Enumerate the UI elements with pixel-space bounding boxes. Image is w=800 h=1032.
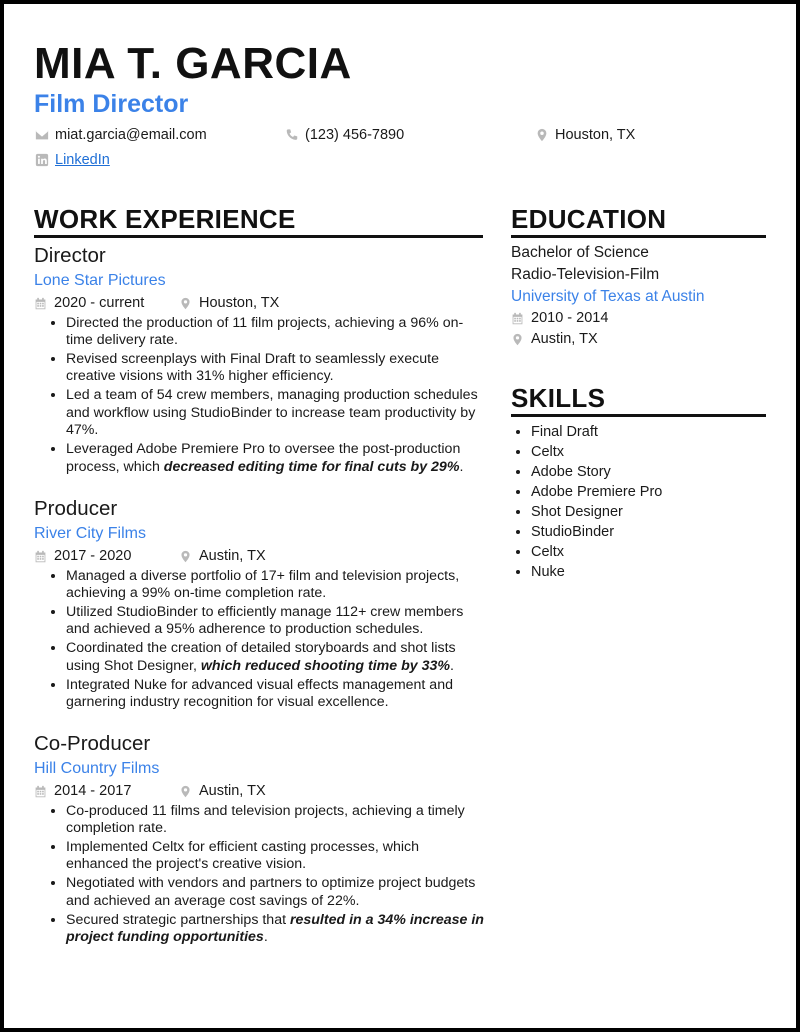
- skills-list: [511, 422, 771, 582]
- job-bullet: • Negotiated with vendors and partners to optimize project budgets and achieved an average cost savings of 22%.: [66, 875, 484, 910]
- linkedin-link[interactable]: LinkedIn: [55, 152, 110, 168]
- contact-linkedin: [35, 150, 110, 170]
- school: University of Texas at Austin: [511, 288, 705, 305]
- map-pin-icon: [511, 333, 524, 346]
- map-pin-icon: [179, 550, 192, 563]
- map-pin-icon: [179, 785, 192, 798]
- job-bullets: [34, 315, 484, 476]
- work-experience-heading: WORK EXPERIENCE: [34, 204, 296, 234]
- job-dates: [34, 293, 179, 313]
- job-dates: [34, 546, 179, 566]
- education-dates-text: 2010 - 2014: [531, 310, 609, 326]
- contact-location: [535, 125, 635, 145]
- map-pin-icon: [179, 297, 192, 310]
- calendar-icon: [34, 785, 47, 798]
- skill-item: • Final Draft: [531, 422, 771, 442]
- job-location: [179, 546, 266, 566]
- job-entry: [34, 731, 484, 947]
- job-bullet: • Co-produced 11 films and television projects, achieving a timely completion rate.: [66, 803, 484, 838]
- job-location: [179, 293, 279, 313]
- phone-icon: [285, 128, 299, 142]
- education-dates: [511, 308, 771, 328]
- job-bullets: [34, 803, 484, 947]
- education-location-text: Austin, TX: [531, 331, 598, 347]
- major: Radio-Television-Film: [511, 266, 660, 283]
- job-location-text: Austin, TX: [199, 783, 266, 799]
- job-company: Hill Country Films: [34, 760, 160, 777]
- linkedin-icon: [35, 153, 49, 167]
- resume-page: [4, 4, 796, 1028]
- job-bullet: • Leveraged Adobe Premiere Pro to oversee the post-production process, which decreased editing time for final cuts by 29%.: [66, 441, 484, 476]
- skill-item: • Nuke: [531, 562, 771, 582]
- skill-item: • Celtx: [531, 442, 771, 462]
- job-location-text: Austin, TX: [199, 548, 266, 564]
- job-dates-text: 2014 - 2017: [54, 783, 132, 799]
- job-bullet: • Directed the production of 11 film projects, achieving a 96% on-time delivery rate.: [66, 315, 484, 350]
- education-location: [511, 329, 771, 349]
- job-bullet: • Led a team of 54 crew members, managing production schedules and workflow using StudioBinder to increase team productivity by 47%.: [66, 387, 484, 439]
- job-entry: [34, 496, 484, 712]
- calendar-icon: [34, 297, 47, 310]
- job-meta: [34, 781, 484, 801]
- job-dates-text: 2020 - current: [54, 295, 145, 311]
- job-dates: [34, 781, 179, 801]
- job-role: Co-Producer: [34, 732, 151, 755]
- phone-text: (123) 456-7890: [305, 127, 405, 143]
- job-bullets: [34, 568, 484, 712]
- job-bullet: • Managed a diverse portfolio of 17+ film and television projects, achieving a 99% on-time completion rate.: [66, 568, 484, 603]
- education-heading: EDUCATION: [511, 204, 667, 234]
- email-text: miat.garcia@email.com: [55, 127, 207, 143]
- job-bullet: • Integrated Nuke for advanced visual effects management and garnering industry recognition for visual excellence.: [66, 677, 484, 712]
- map-pin-icon: [535, 128, 549, 142]
- calendar-icon: [511, 312, 524, 325]
- contact-email: [35, 125, 207, 145]
- work-experience-rule: [34, 235, 483, 238]
- job-bullet: • Secured strategic partnerships that resulted in a 34% increase in project funding opportunities.: [66, 912, 484, 947]
- candidate-name: MIA T. GARCIA: [34, 39, 352, 88]
- job-role: Producer: [34, 497, 118, 520]
- job-bullet: • Implemented Celtx for efficient casting processes, which enhanced the project's creative vision.: [66, 839, 484, 874]
- education-entry: [511, 242, 771, 349]
- calendar-icon: [34, 550, 47, 563]
- job-company: Lone Star Pictures: [34, 272, 166, 289]
- education-location-row: [511, 329, 598, 349]
- job-company: River City Films: [34, 525, 146, 542]
- skills-rule: [511, 414, 766, 417]
- job-role: Director: [34, 244, 106, 267]
- job-title: Film Director: [34, 90, 189, 118]
- skill-item: • Shot Designer: [531, 502, 771, 522]
- job-meta: [34, 546, 484, 566]
- contact-phone: [285, 125, 404, 145]
- skill-item: • Adobe Premiere Pro: [531, 482, 771, 502]
- skills-heading: SKILLS: [511, 383, 606, 413]
- education-dates-row: [511, 308, 608, 328]
- skill-item: • StudioBinder: [531, 522, 771, 542]
- job-bullet: • Coordinated the creation of detailed storyboards and shot lists using Shot Designer, which reduced shooting time by 33%.: [66, 640, 484, 675]
- job-bullet: • Revised screenplays with Final Draft to seamlessly execute creative visions with 31% higher efficiency.: [66, 351, 484, 386]
- education-rule: [511, 235, 766, 238]
- skill-item: • Celtx: [531, 542, 771, 562]
- job-location: [179, 781, 266, 801]
- job-location-text: Houston, TX: [199, 295, 280, 311]
- job-entry: [34, 243, 484, 476]
- location-text: Houston, TX: [555, 127, 636, 143]
- envelope-icon: [35, 128, 49, 142]
- skill-item: • Adobe Story: [531, 462, 771, 482]
- job-meta: [34, 293, 484, 313]
- job-bullet: • Utilized StudioBinder to efficiently manage 112+ crew members and achieved a 95% adherence to production schedules.: [66, 604, 484, 639]
- job-dates-text: 2017 - 2020: [54, 548, 132, 564]
- degree: Bachelor of Science: [511, 244, 649, 261]
